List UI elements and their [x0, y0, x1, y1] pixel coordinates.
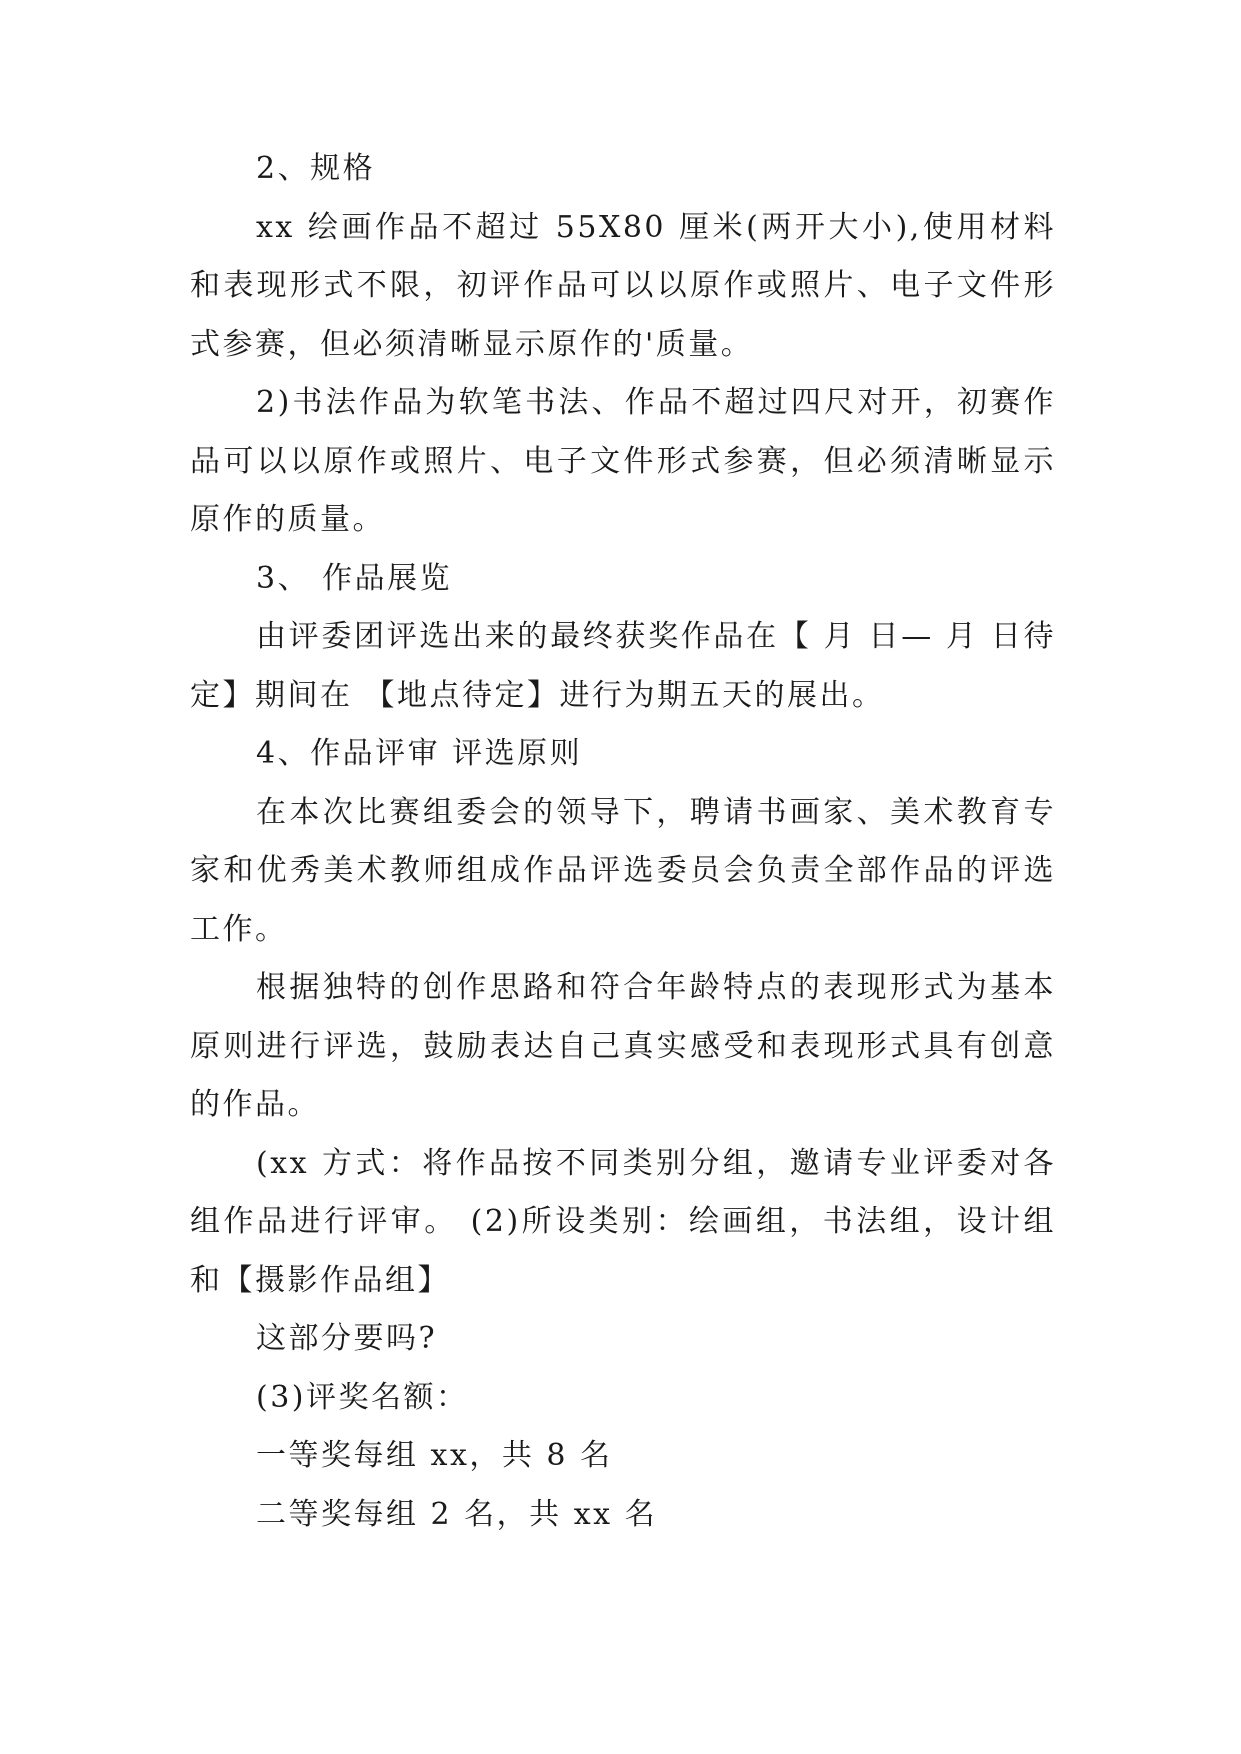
paragraph-judging-principle: 根据独特的创作思路和符合年龄特点的表现形式为基本原则进行评选，鼓励表达自己真实感受和表现形式具有创意的作品。: [190, 970, 1056, 1122]
paragraph-second-prize: 二等奖每组 2 名，共 xx 名: [256, 1496, 658, 1532]
paragraph-judging-method: (xx 方式：将作品按不同类别分组，邀请专业评委对各组作品进行评审。 (2)所设类别：绘画组，书法组，设计组和【摄影作品组】: [190, 1145, 1056, 1298]
paragraph-exhibition: 由评委团评选出来的最终获奖作品在【 月 日— 月 日待定】期间在 【地点待定】进行为期五天的展出。: [190, 619, 1056, 713]
paragraph-calligraphy-spec: 2)书法作品为软笔书法、作品不超过四尺对开，初赛作品可以以原作或照片、电子文件形式参赛，但必须清晰显示原作的质量。: [190, 385, 1056, 537]
heading-specifications: 2、规格: [256, 151, 376, 186]
paragraph-first-prize: 一等奖每组 xx，共 8 名: [256, 1438, 613, 1473]
heading-award-quota: (3)评奖名额：: [256, 1379, 469, 1415]
heading-judging-principles: 4、作品评审 评选原则: [256, 736, 583, 771]
document-page: [190, 140, 1056, 1544]
paragraph-judging-committee: 在本次比赛组委会的领导下，聘请书画家、美术教育专家和优秀美术教师组成作品评选委员会负责全部作品的评选工作。: [190, 794, 1056, 947]
heading-exhibition: 3、 作品展览: [256, 560, 453, 596]
paragraph-question-note: 这部分要吗?: [256, 1321, 438, 1356]
paragraph-painting-spec: xx 绘画作品不超过 55X80 厘米(两开大小),使用材料和表现形式不限，初评作品可以以原作或照片、电子文件形式参赛，但必须清晰显示原作的'质量。: [190, 209, 1056, 362]
